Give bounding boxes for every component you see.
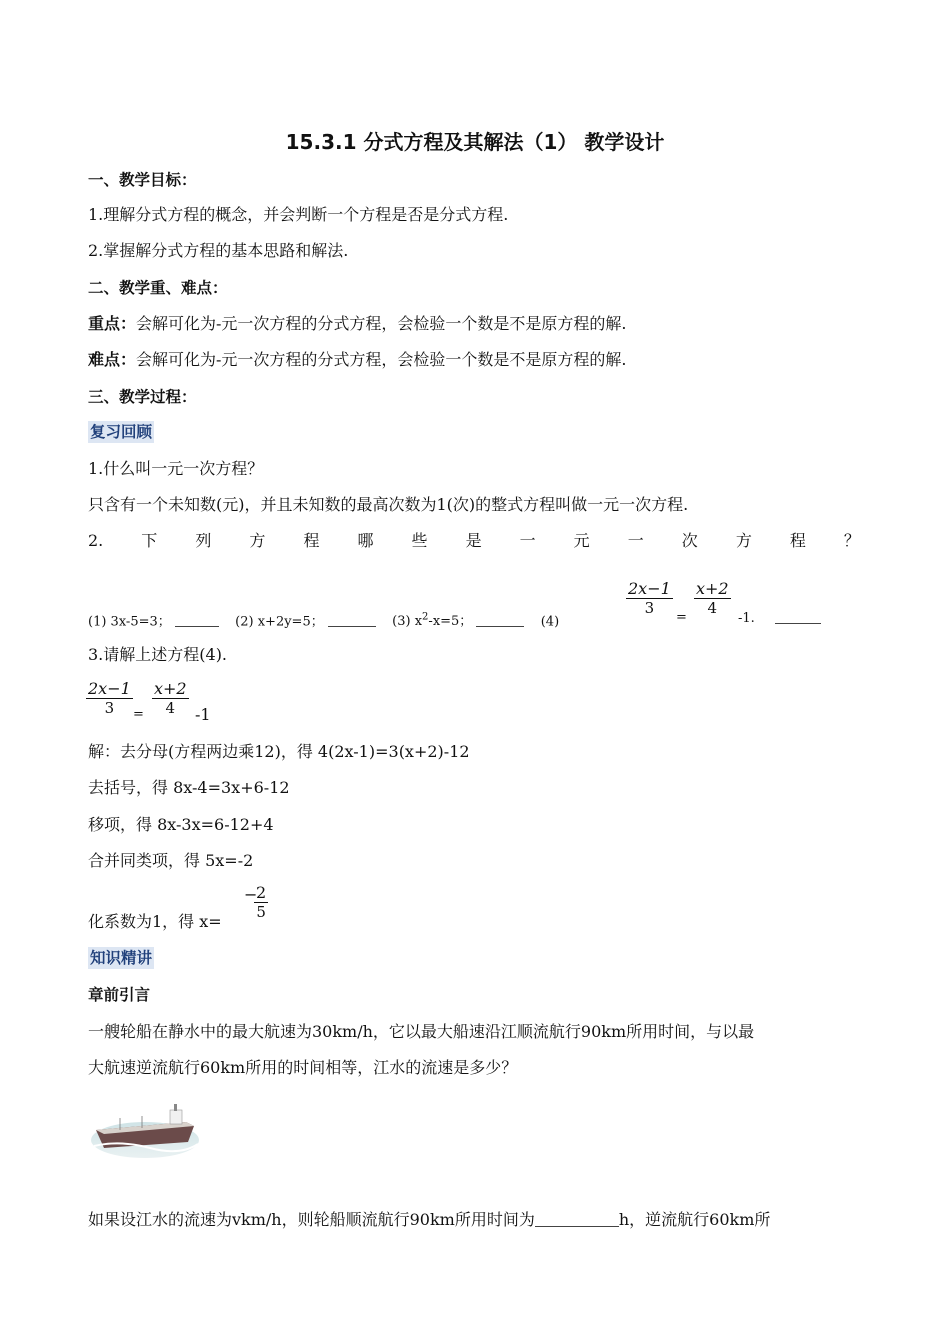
last-question-post: h，逆流航行60km所: [618, 1210, 771, 1229]
solution-step-2: 去括号，得 8x-4=3x+6-12: [88, 778, 290, 797]
answer-blank-1[interactable]: [175, 610, 219, 627]
review-question-2: [88, 530, 860, 552]
key-point-label: 重点：: [88, 314, 137, 333]
cargo-ship-image: [90, 1100, 200, 1160]
q2-char: 一: [519, 531, 536, 550]
q2-char: 下: [141, 531, 158, 550]
review-tag: 复习回顾: [90, 423, 153, 441]
q2-char: 方: [735, 531, 752, 550]
equation-fraction-left: $\frac{2x-1}{3}$: [88, 679, 131, 717]
solution-step-4: 合并同类项，得 5x=-2: [88, 851, 254, 870]
section-heading-objectives: 一、教学目标：: [88, 171, 197, 189]
q2-char: 列: [195, 531, 212, 550]
key-point-text: 会解可化为-元一次方程的分式方程，会检验一个数是不是原方程的解.: [136, 314, 627, 333]
q2-char: 哪: [357, 531, 374, 550]
difficult-point-label: 难点：: [88, 350, 137, 369]
q2-char: 次: [681, 531, 698, 550]
knowledge-tag: 知识精讲: [90, 949, 153, 967]
difficult-point-text: 会解可化为-元一次方程的分式方程，会检验一个数是不是原方程的解.: [136, 350, 627, 369]
option4-fraction-left: $\frac{2x-1}{3}$: [628, 579, 671, 617]
review-question-1: 1.什么叫一元一次方程？: [88, 459, 264, 478]
q2-char: 是: [465, 531, 482, 550]
objective-item-1: 1.理解分式方程的概念，并会判断一个方程是否是分式方程.: [88, 205, 509, 224]
option-2: (2) x+2y=5；: [235, 614, 324, 630]
equation-equals: =: [133, 707, 144, 722]
option4-tail: -1.: [738, 607, 821, 630]
q2-char: ？: [843, 531, 860, 550]
q2-char: 方: [249, 531, 266, 550]
solution-step-1: 解：去分母(方程两边乘12)，得 4(2x-1)=3(x+2)-12: [88, 742, 470, 761]
q2-char: 元: [573, 531, 590, 550]
intro-problem-line-1: 一艘轮船在静水中的最大航速为30km/h，它以最大船速沿江顺流航行90km所用时间，与以最: [88, 1022, 755, 1041]
q2-char: 些: [411, 531, 428, 550]
solution-final-step: 化系数为1，得 x=: [88, 912, 222, 931]
final-fraction-sign: −: [244, 885, 258, 904]
difficult-point-line: [88, 349, 627, 371]
equation-minus-one: -1: [195, 705, 211, 724]
answer-blank-4[interactable]: [775, 607, 821, 624]
option-3: (3) $x^2-x=5$；: [392, 612, 473, 630]
last-question-line: [88, 1209, 770, 1231]
q2-char: 2.: [88, 531, 104, 550]
intro-heading: 章前引言: [88, 986, 151, 1004]
section-heading-key-points: 二、教学重、难点：: [88, 279, 228, 297]
intro-problem: [88, 1014, 868, 1086]
solution-step-3: 移项，得 8x-3x=6-12+4: [88, 815, 274, 834]
q2-char: 程: [789, 531, 806, 550]
final-fraction: $\frac{2}{5}$: [256, 883, 267, 921]
q2-char: 一: [627, 531, 644, 550]
option-4-label: (4): [540, 614, 560, 630]
equation-fraction-right: $\frac{x+2}{4}$: [154, 679, 187, 717]
section-heading-process: 三、教学过程：: [88, 388, 197, 406]
document-title: 15.3.1 分式方程及其解法（1） 教学设计: [285, 130, 665, 154]
last-question-pre: 如果设江水的流速为vkm/h，则轮船顺流航行90km所用时间为: [88, 1210, 535, 1229]
knowledge-tag-line: [88, 947, 154, 969]
answer-blank-3[interactable]: [476, 610, 524, 627]
key-point-line: [88, 313, 627, 335]
review-answer-1: 只含有一个未知数(元)，并且未知数的最高次数为1(次)的整式方程叫做一元一次方程.: [88, 495, 689, 514]
objective-item-2: 2.掌握解分式方程的基本思路和解法.: [88, 241, 349, 260]
answer-blank-downstream-time[interactable]: [535, 1210, 619, 1227]
answer-blank-2[interactable]: [328, 610, 376, 627]
review-tag-line: [88, 421, 154, 443]
review-question-3: 3.请解上述方程(4).: [88, 645, 228, 664]
option4-fraction-right: $\frac{x+2}{4}$: [696, 579, 729, 617]
option4-equals: =: [676, 610, 687, 625]
option-1: (1) 3x-5=3；: [88, 614, 171, 630]
intro-problem-line-2: 大航速逆流航行60km所用的时间相等，江水的流速是多少？: [88, 1058, 518, 1077]
q2-char: 程: [303, 531, 320, 550]
equation-options-row: [88, 607, 559, 633]
